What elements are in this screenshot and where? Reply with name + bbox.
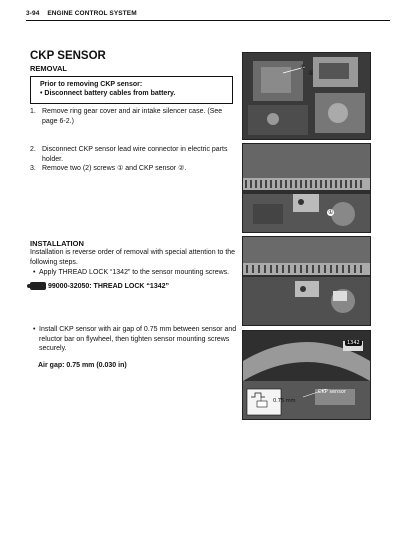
installation-intro: Installation is reverse order of removal with special attention to the following steps. (30, 249, 236, 266)
tool-line (30, 282, 169, 290)
step-number: 1. (30, 108, 36, 115)
tool-text: 99000-32050: THREAD LOCK “1342” (48, 282, 169, 290)
gap-label: 0.75 mm (273, 398, 296, 404)
installation-heading: INSTALLATION (30, 239, 84, 248)
page-number: 3-94 (26, 10, 40, 17)
sensor-label: CKP sensor (318, 389, 346, 395)
step-number: 2. (30, 146, 36, 153)
bullet-text: Apply THREAD LOCK “1342” to the sensor mounting screws. (39, 269, 230, 276)
photo-ring-gear-cover (242, 52, 371, 140)
step-text: Remove two (2) screws ① and CKP sensor ②. (42, 165, 187, 172)
air-gap-spec: Air gap: 0.75 mm (0.030 in) (38, 362, 127, 369)
step-number: 3. (30, 165, 36, 172)
callout-screw: ① (300, 64, 306, 71)
thread-lock-tube-icon (30, 282, 46, 290)
step-text: Remove ring gear cover and air intake silencer case. (See page 6-2.) (42, 108, 223, 125)
section-title: ENGINE CONTROL SYSTEM (47, 10, 137, 17)
callout-screw-2: ① (328, 209, 334, 216)
removal-heading: REMOVAL (30, 64, 67, 73)
header-rule (26, 20, 390, 21)
page-title: CKP SENSOR (30, 50, 106, 62)
bullet-text: Install CKP sensor with air gap of 0.75 mm between sensor and reluctor bar on flywheel, then tighten sensor mounting screws securely. (39, 326, 237, 352)
warning-item: • Disconnect battery cables from battery. (40, 90, 176, 97)
page-header (26, 10, 143, 17)
warning-box (30, 76, 233, 104)
warning-title: Prior to removing CKP sensor: (40, 81, 143, 88)
step-text: Disconnect CKP sensor lead wire connector in electric parts holder. (42, 146, 228, 163)
photo-ckp-sensor-screws (242, 143, 371, 233)
thread-lock-badge: 1342 (347, 340, 360, 346)
callout-sensor: ② (308, 70, 314, 77)
photo-thread-lock (242, 236, 371, 326)
